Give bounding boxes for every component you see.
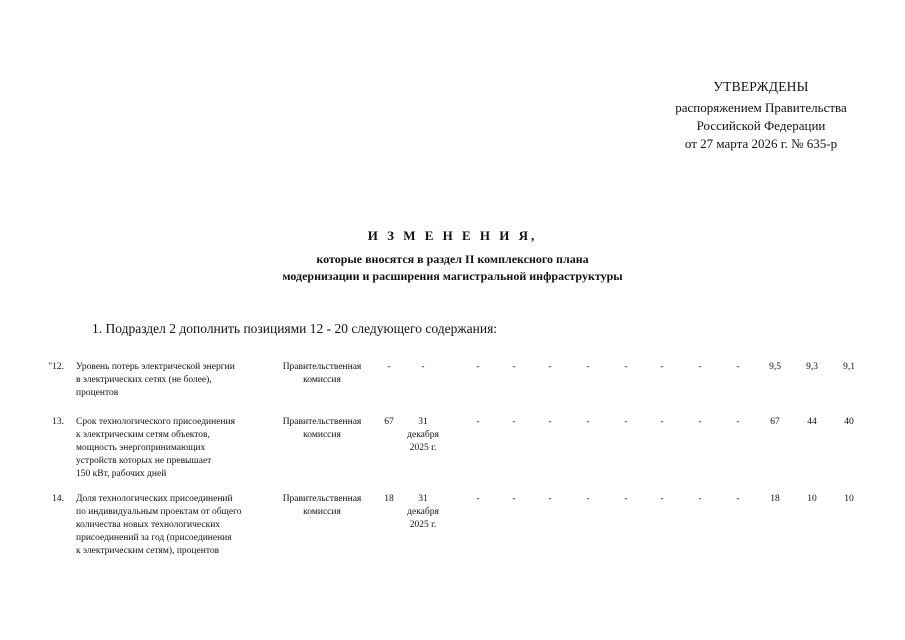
row-value-1: 18 bbox=[770, 494, 780, 504]
row-dash: - bbox=[586, 494, 590, 504]
approval-line-2: Российской Федерации bbox=[696, 118, 826, 133]
row-value-2: 44 bbox=[807, 417, 817, 427]
row-number: 13. bbox=[52, 417, 64, 427]
responsible-line: комиссия bbox=[303, 375, 341, 385]
description-line: по индивидуальным проектам от общего bbox=[76, 507, 242, 517]
description-line: присоединений за год (присоединения bbox=[76, 533, 232, 543]
date-line: 2025 г. bbox=[409, 443, 437, 453]
row-description bbox=[76, 361, 266, 400]
description-line: Доля технологических присоединений bbox=[76, 494, 233, 504]
description-line: мощность энергопринимающих bbox=[76, 443, 206, 453]
row-dash: - bbox=[548, 362, 552, 372]
row-number: "12. bbox=[48, 362, 64, 372]
row-dash: - bbox=[586, 362, 590, 372]
row-base-date bbox=[402, 493, 444, 532]
row-base-date bbox=[402, 416, 444, 455]
responsible-line: Правительственная bbox=[282, 417, 362, 427]
row-dash: - bbox=[512, 417, 516, 427]
approval-line-3: от 27 марта 2026 г. № 635-р bbox=[684, 136, 838, 151]
responsible-line: Правительственная bbox=[282, 494, 362, 504]
row-base-date bbox=[402, 361, 444, 374]
description-line: к электрическим сетям), процентов bbox=[76, 546, 220, 556]
row-value-2: 9,3 bbox=[806, 362, 818, 372]
row-dash: - bbox=[660, 494, 664, 504]
row-dash: - bbox=[736, 362, 740, 372]
responsible-line: комиссия bbox=[303, 430, 341, 440]
row-value-2: 10 bbox=[807, 494, 817, 504]
row-dash: - bbox=[660, 417, 664, 427]
row-dash: - bbox=[512, 494, 516, 504]
description-line: Уровень потерь электрической энергии bbox=[76, 362, 235, 372]
description-line: количества новых технологических bbox=[76, 520, 221, 530]
row-description bbox=[76, 416, 266, 481]
row-base-value: 67 bbox=[384, 417, 394, 427]
description-line: процентов bbox=[76, 388, 119, 398]
row-value-3: 9,1 bbox=[843, 362, 855, 372]
row-dash: - bbox=[736, 417, 740, 427]
document-subtitle bbox=[0, 251, 905, 285]
description-line: Срок технологического присоединения bbox=[76, 417, 235, 427]
row-value-3: 40 bbox=[844, 417, 854, 427]
row-dash: - bbox=[586, 417, 590, 427]
row-dash: - bbox=[624, 494, 628, 504]
row-responsible bbox=[274, 493, 370, 519]
date-line: 2025 г. bbox=[409, 520, 437, 530]
description-line: 150 кВт, рабочих дней bbox=[76, 469, 167, 479]
row-value-3: 10 bbox=[844, 494, 854, 504]
row-dash: - bbox=[698, 494, 702, 504]
row-dash: - bbox=[698, 362, 702, 372]
description-line: в электрических сетях (не более), bbox=[76, 375, 212, 385]
date-line: - bbox=[421, 362, 425, 372]
document-title: И З М Е Н Е Н И Я, bbox=[367, 228, 538, 243]
row-responsible bbox=[274, 416, 370, 442]
row-dash: - bbox=[660, 362, 664, 372]
date-line: 31 декабря bbox=[407, 417, 439, 440]
date-line: 31 декабря bbox=[407, 494, 439, 517]
description-line: к электрическим сетям объектов, bbox=[76, 430, 210, 440]
approval-heading: УТВЕРЖДЕНЫ bbox=[713, 79, 809, 94]
intro-paragraph: 1. Подраздел 2 дополнить позициями 12 - 20 следующего содержания: bbox=[92, 321, 498, 336]
description-line: устройств которых не превышает bbox=[76, 456, 212, 466]
row-dash: - bbox=[624, 417, 628, 427]
row-dash: - bbox=[476, 362, 480, 372]
row-description bbox=[76, 493, 266, 558]
row-dash: - bbox=[548, 494, 552, 504]
row-base-value: 18 bbox=[384, 494, 394, 504]
row-base-value: - bbox=[387, 362, 391, 372]
row-dash: - bbox=[512, 362, 516, 372]
row-value-1: 9,5 bbox=[769, 362, 781, 372]
subtitle-line-2: модернизации и расширения магистральной инфраструктуры bbox=[282, 269, 623, 283]
responsible-line: комиссия bbox=[303, 507, 341, 517]
approval-line-1: распоряжением Правительства bbox=[675, 100, 847, 115]
row-responsible bbox=[274, 361, 370, 387]
subtitle-line-1: которые вносятся в раздел II комплексного плана bbox=[316, 252, 589, 266]
row-dash: - bbox=[624, 362, 628, 372]
row-dash: - bbox=[736, 494, 740, 504]
row-dash: - bbox=[698, 417, 702, 427]
row-dash: - bbox=[476, 494, 480, 504]
row-value-1: 67 bbox=[770, 417, 780, 427]
responsible-line: Правительственная bbox=[282, 362, 362, 372]
row-dash: - bbox=[476, 417, 480, 427]
row-dash: - bbox=[548, 417, 552, 427]
row-number: 14. bbox=[52, 494, 64, 504]
approval-block bbox=[620, 78, 902, 153]
